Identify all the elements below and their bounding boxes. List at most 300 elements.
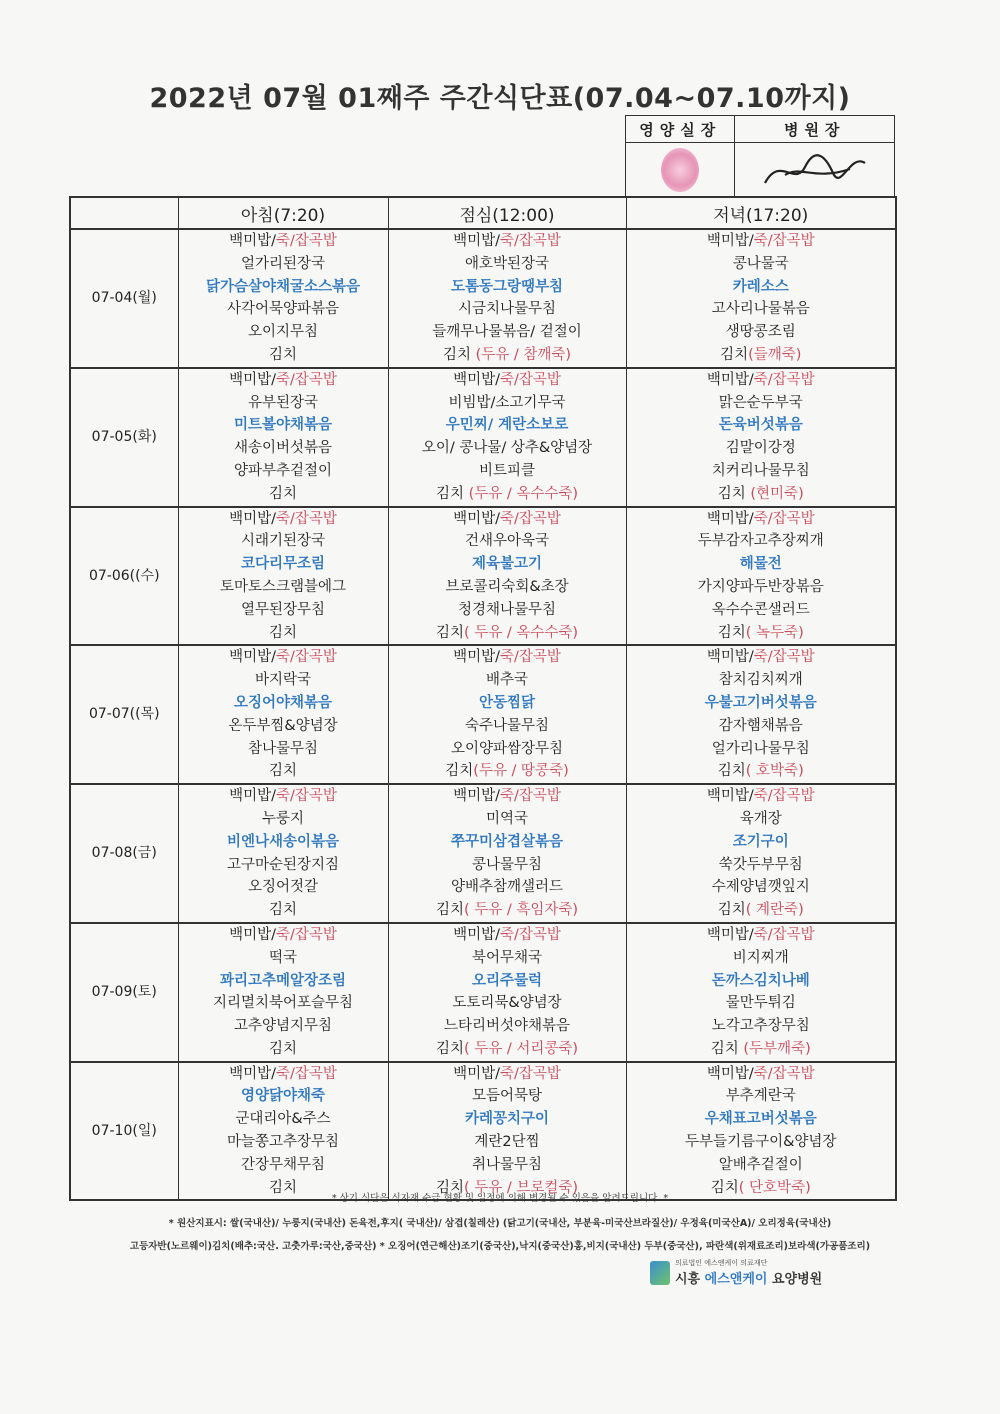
menu-item: ( 호박죽) [745, 763, 804, 780]
menu-cell-breakfast [178, 1038, 388, 1062]
menu-item: 김치 [435, 1179, 464, 1196]
menu-item: 죽/잡곡밥 [499, 1065, 561, 1082]
menu-item: 애호박된장국 [464, 255, 550, 272]
menu-cell-dinner [626, 414, 896, 437]
menu-item: 김치 [717, 624, 746, 641]
menu-cell-breakfast [178, 392, 388, 415]
menu-cell-dinner [626, 1108, 896, 1131]
menu-item: 백미밥/ [706, 788, 754, 805]
menu-row [70, 460, 896, 483]
menu-cell-lunch [388, 947, 626, 970]
menu-cell-lunch [388, 392, 626, 415]
menu-cell-lunch [388, 899, 626, 923]
menu-item: 오이지무침 [247, 324, 319, 341]
menu-cell-dinner [626, 1131, 896, 1154]
menu-cell-breakfast [178, 923, 388, 947]
menu-cell-lunch [388, 622, 626, 646]
menu-cell-dinner [626, 831, 896, 854]
menu-item: 제육불고기 [471, 556, 543, 573]
menu-item: 새송이버섯볶음 [233, 440, 333, 457]
menu-row [70, 392, 896, 415]
menu-item: 김치 [445, 763, 474, 780]
header-dinner: 저녁(17:20) [626, 197, 896, 229]
menu-item: 미역국 [485, 810, 529, 827]
menu-cell-breakfast [178, 669, 388, 692]
menu-item: 맑은순두부국 [718, 394, 803, 411]
logo-subtitle: 의료법인 에스앤케이 의료재단 [675, 1259, 768, 1267]
menu-row [70, 947, 896, 970]
menu-item: 시래기된장국 [240, 533, 326, 550]
menu-row [70, 344, 896, 368]
menu-item: ( 단호박죽) [738, 1179, 811, 1196]
menu-cell-lunch [388, 992, 626, 1015]
menu-item: 돈육버섯볶음 [718, 417, 803, 434]
menu-row [70, 692, 896, 715]
notice-change: * 상기 식단은 식자재 수급 현황 및 일정에 의해 변경될 수 있음을 알려드립니다. * [331, 1193, 669, 1204]
menu-item: 김치 [268, 485, 297, 502]
menu-cell-dinner [626, 808, 896, 831]
menu-item: 떡국 [268, 949, 297, 966]
menu-item: 백미밥/ [453, 510, 500, 527]
menu-item: 김치 [435, 1040, 464, 1057]
menu-item: 닭가슴살야채굴소스볶음 [205, 278, 361, 295]
menu-row [70, 229, 896, 253]
menu-item: 비트피클 [478, 462, 536, 479]
menu-row [70, 622, 896, 646]
menu-row [70, 923, 896, 947]
menu-cell-lunch [388, 321, 626, 344]
menu-item: 비빔밥/소고기무국 [448, 394, 566, 411]
menu-item: 고구마순된장지짐 [226, 856, 340, 873]
menu-item: 김치 [717, 485, 751, 502]
menu-cell-breakfast [178, 622, 388, 646]
menu-cell-breakfast [178, 992, 388, 1015]
menu-item: 해물전 [739, 556, 782, 573]
menu-item: 죽/잡곡밥 [275, 371, 337, 388]
menu-cell-dinner [626, 298, 896, 321]
menu-cell-dinner [626, 321, 896, 344]
menu-cell-breakfast [178, 507, 388, 531]
menu-item: 건새우아욱국 [464, 533, 550, 550]
menu-cell-lunch [388, 437, 626, 460]
menu-item: 백미밥/ [706, 649, 754, 666]
menu-cell-breakfast [178, 808, 388, 831]
menu-item: 양배추참깨샐러드 [450, 879, 564, 896]
menu-row [70, 876, 896, 899]
menu-cell-breakfast [178, 483, 388, 507]
menu-item: 치커리나물무침 [711, 462, 810, 479]
menu-cell-breakfast [178, 1085, 388, 1108]
menu-cell-breakfast [178, 344, 388, 368]
menu-item: 죽/잡곡밥 [275, 649, 337, 666]
menu-item: 백미밥/ [229, 926, 276, 943]
menu-cell-breakfast [178, 645, 388, 669]
menu-item: 김치 [710, 1040, 744, 1057]
menu-row [70, 899, 896, 923]
menu-item: 조기구이 [732, 833, 789, 850]
menu-item: 생땅콩조림 [725, 324, 796, 341]
menu-row [70, 854, 896, 877]
menu-row [70, 645, 896, 669]
menu-item: 얼가리나물무침 [711, 740, 810, 757]
menu-item: 백미밥/ [229, 371, 276, 388]
origin-notice-1: * 원산지표시: 쌀(국내산)/ 누룽지(국내산) 돈육전,후지( 국내산)/ 삼겹(칠레산) (닭고기(국내산, 부분육-미국산브라질산)/ 우정육(미국산A)/ 오리정육(국내산) [168, 1218, 832, 1229]
menu-item: 백미밥/ [706, 1065, 754, 1082]
menu-item: 얼가리된장국 [240, 255, 326, 272]
menu-item: 우불고기버섯볶음 [704, 694, 817, 711]
menu-item: ( 계란죽) [745, 902, 804, 919]
hospital-logo-icon [650, 1261, 670, 1285]
menu-item: 죽/잡곡밥 [753, 371, 815, 388]
logo-name-suffix: 요양병원 [767, 1272, 823, 1287]
menu-cell-lunch [388, 692, 626, 715]
menu-item: 김치 [717, 902, 746, 919]
menu-item: 백미밥/ [706, 510, 754, 527]
menu-item: 죽/잡곡밥 [275, 233, 337, 249]
menu-cell-lunch [388, 876, 626, 899]
menu-cell-dinner [626, 1085, 896, 1108]
menu-cell-breakfast [178, 229, 388, 253]
menu-item: 백미밥/ [229, 510, 276, 527]
menu-cell-lunch [388, 1038, 626, 1062]
menu-item: 육개장 [739, 810, 782, 827]
day-label: 07-08(금) [70, 784, 178, 923]
menu-row [70, 1062, 896, 1086]
menu-item: 간장무채무침 [240, 1156, 326, 1173]
menu-item: (들깨죽) [748, 346, 802, 363]
menu-item: ( 두유 / 서리콩죽) [463, 1040, 579, 1057]
menu-item: 감자햄채볶음 [718, 717, 803, 734]
menu-item: 김말이강정 [725, 440, 796, 457]
day-label: 07-05(화) [70, 368, 178, 507]
menu-item: 알배추겉절이 [718, 1156, 803, 1173]
menu-item: 김치 [268, 1179, 297, 1196]
menu-cell-breakfast [178, 831, 388, 854]
menu-item: 열무된장무침 [240, 601, 326, 618]
menu-cell-dinner [626, 692, 896, 715]
menu-cell-dinner [626, 437, 896, 460]
menu-cell-breakfast [178, 276, 388, 299]
menu-item: 백미밥/ [453, 1065, 500, 1082]
menu-item: 죽/잡곡밥 [499, 233, 561, 249]
menu-item: 백미밥/ [229, 233, 276, 249]
menu-cell-dinner [626, 344, 896, 368]
menu-cell-lunch [388, 276, 626, 299]
menu-row [70, 784, 896, 808]
menu-item: 군대리아&주스 [235, 1111, 331, 1128]
menu-cell-breakfast [178, 1108, 388, 1131]
menu-cell-lunch [388, 1154, 626, 1177]
menu-cell-breakfast [178, 899, 388, 923]
menu-cell-dinner [626, 876, 896, 899]
menu-item: 죽/잡곡밥 [753, 926, 815, 943]
menu-item: 수제양념깻잎지 [711, 879, 810, 896]
menu-item: 죽/잡곡밥 [499, 788, 561, 805]
approval-label-nutrition: 영양실장 [626, 116, 735, 143]
menu-cell-lunch [388, 483, 626, 507]
menu-item: 백미밥/ [453, 233, 500, 249]
menu-item: 죽/잡곡밥 [275, 788, 337, 805]
menu-row [70, 298, 896, 321]
menu-cell-lunch [388, 576, 626, 599]
menu-cell-lunch [388, 460, 626, 483]
menu-row [70, 253, 896, 276]
menu-item: 죽/잡곡밥 [275, 510, 337, 527]
menu-cell-dinner [626, 392, 896, 415]
menu-cell-lunch [388, 808, 626, 831]
menu-row [70, 276, 896, 299]
menu-row [70, 808, 896, 831]
menu-item: 유부된장국 [247, 394, 319, 411]
menu-item: 두부들기름구이&양념장 [685, 1134, 837, 1151]
menu-row [70, 414, 896, 437]
menu-cell-lunch [388, 599, 626, 622]
menu-item: 안동찜닭 [478, 694, 536, 711]
menu-cell-breakfast [178, 253, 388, 276]
menu-item: 백미밥/ [453, 371, 500, 388]
menu-cell-dinner [626, 760, 896, 784]
menu-cell-lunch [388, 715, 626, 738]
menu-item: 오리주물럭 [471, 972, 543, 989]
menu-cell-lunch [388, 1062, 626, 1086]
logo-name-accent: 에스앤케이 [704, 1272, 768, 1287]
menu-cell-dinner [626, 1015, 896, 1038]
menu-cell-dinner [626, 1154, 896, 1177]
menu-row [70, 483, 896, 507]
menu-item: 숙주나물무침 [464, 717, 550, 734]
menu-item: 돈까스김치나베 [711, 972, 810, 989]
header-breakfast: 아침(7:20) [178, 197, 388, 229]
menu-item: 우민찌/ 계란소보로 [445, 417, 569, 434]
menu-item: 노각고추장무침 [711, 1018, 810, 1035]
menu-cell-breakfast [178, 368, 388, 392]
menu-item: ( 두유 / 흑임자죽) [463, 902, 579, 919]
menu-item: 브로콜리숙회&초장 [445, 578, 569, 595]
menu-cell-breakfast [178, 738, 388, 761]
menu-item: 영양닭야채죽 [240, 1088, 326, 1105]
menu-item: 미트볼야채볶음 [233, 417, 333, 434]
menu-cell-breakfast [178, 1062, 388, 1086]
menu-cell-dinner [626, 1062, 896, 1086]
menu-item: 백미밥/ [229, 1065, 276, 1082]
menu-item: 죽/잡곡밥 [753, 649, 815, 666]
menu-cell-lunch [388, 738, 626, 761]
menu-item: (두부깨죽) [743, 1040, 811, 1057]
menu-cell-dinner [626, 460, 896, 483]
menu-cell-breakfast [178, 970, 388, 993]
menu-item: 오이/ 콩나물/ 상추&양념장 [421, 440, 593, 457]
menu-item: 참나물무침 [247, 740, 319, 757]
menu-cell-lunch [388, 344, 626, 368]
menu-cell-dinner [626, 276, 896, 299]
menu-item: 북어무채국 [471, 949, 543, 966]
menu-row [70, 831, 896, 854]
menu-row [70, 1015, 896, 1038]
menu-item: 백미밥/ [453, 649, 500, 666]
menu-item: 죽/잡곡밥 [753, 788, 815, 805]
menu-item: 죽/잡곡밥 [753, 510, 815, 527]
day-label: 07-10(일) [70, 1062, 178, 1201]
menu-item: 죽/잡곡밥 [499, 510, 561, 527]
menu-row [70, 1131, 896, 1154]
menu-item: 김치 [717, 763, 746, 780]
menu-cell-breakfast [178, 854, 388, 877]
menu-cell-lunch [388, 530, 626, 553]
menu-cell-lunch [388, 553, 626, 576]
menu-item: 카레꽁치구이 [464, 1111, 550, 1128]
menu-row [70, 970, 896, 993]
menu-cell-lunch [388, 253, 626, 276]
menu-cell-breakfast [178, 784, 388, 808]
menu-item: 콩나물국 [732, 255, 789, 272]
menu-item: 죽/잡곡밥 [499, 371, 561, 388]
menu-row [70, 530, 896, 553]
menu-item: 오이양파쌈장무침 [450, 740, 564, 757]
menu-cell-lunch [388, 298, 626, 321]
menu-cell-dinner [626, 899, 896, 923]
menu-item: 백미밥/ [706, 233, 754, 249]
menu-row [70, 553, 896, 576]
menu-item: 코다리무조림 [240, 556, 326, 573]
menu-item: 양파부추겉절이 [233, 462, 333, 479]
signature-icon [755, 145, 875, 195]
menu-item: 오징어젓갈 [247, 879, 319, 896]
menu-cell-breakfast [178, 1131, 388, 1154]
menu-cell-lunch [388, 229, 626, 253]
menu-item: 죽/잡곡밥 [499, 926, 561, 943]
menu-cell-lunch [388, 831, 626, 854]
menu-cell-lunch [388, 1131, 626, 1154]
menu-cell-breakfast [178, 321, 388, 344]
menu-cell-breakfast [178, 530, 388, 553]
menu-row [70, 576, 896, 599]
menu-row [70, 992, 896, 1015]
menu-cell-dinner [626, 622, 896, 646]
director-signature [735, 143, 895, 198]
approval-box [625, 115, 895, 198]
menu-cell-lunch [388, 970, 626, 993]
menu-cell-dinner [626, 715, 896, 738]
menu-cell-dinner [626, 507, 896, 531]
menu-cell-dinner [626, 854, 896, 877]
menu-item: 콩나물무침 [471, 856, 543, 873]
menu-cell-dinner [626, 253, 896, 276]
menu-item: 김치 [268, 1040, 297, 1057]
menu-item: 죽/잡곡밥 [753, 233, 815, 249]
menu-row [70, 738, 896, 761]
menu-item: 김치 [435, 485, 469, 502]
menu-item: 가지양파두반장볶음 [697, 578, 824, 595]
menu-cell-lunch [388, 923, 626, 947]
menu-item: 옥수수콘샐러드 [711, 601, 810, 618]
menu-row [70, 1085, 896, 1108]
menu-row [70, 507, 896, 531]
menu-cell-dinner [626, 645, 896, 669]
menu-item: 백미밥/ [453, 926, 500, 943]
menu-row [70, 321, 896, 344]
menu-item: 김치 [710, 1179, 739, 1196]
menu-cell-dinner [626, 599, 896, 622]
menu-row [70, 1108, 896, 1131]
menu-cell-breakfast [178, 760, 388, 784]
approval-label-director: 병원장 [735, 116, 895, 143]
menu-cell-dinner [626, 947, 896, 970]
nutrition-seal [626, 143, 735, 198]
menu-item: 김치 [720, 346, 749, 363]
menu-row [70, 437, 896, 460]
menu-cell-breakfast [178, 1154, 388, 1177]
menu-item: (현미죽) [750, 485, 804, 502]
menu-item: 물만두튀김 [725, 995, 796, 1012]
menu-row [70, 715, 896, 738]
menu-cell-breakfast [178, 1015, 388, 1038]
menu-item: 백미밥/ [229, 788, 276, 805]
menu-item: 고사리나물볶음 [711, 301, 810, 318]
page-title: 2022년 07월 01째주 주간식단표(07.04~07.10까지) [149, 83, 851, 114]
menu-item: (두유 / 땅콩죽) [473, 763, 569, 780]
menu-item: ( 녹두죽) [745, 624, 804, 641]
menu-item: 백미밥/ [229, 649, 276, 666]
menu-cell-breakfast [178, 553, 388, 576]
menu-item: 카레소스 [732, 278, 789, 295]
header-lunch: 점심(12:00) [388, 197, 626, 229]
menu-cell-lunch [388, 645, 626, 669]
menu-item: 김치 [268, 902, 297, 919]
menu-item: 백미밥/ [453, 788, 500, 805]
menu-cell-dinner [626, 229, 896, 253]
day-label: 07-04(월) [70, 229, 178, 368]
menu-cell-dinner [626, 1038, 896, 1062]
menu-cell-breakfast [178, 876, 388, 899]
menu-cell-breakfast [178, 460, 388, 483]
menu-cell-dinner [626, 669, 896, 692]
menu-cell-lunch [388, 760, 626, 784]
weekly-menu-table [69, 196, 897, 1201]
menu-cell-breakfast [178, 599, 388, 622]
logo-name [675, 1268, 822, 1287]
menu-cell-dinner [626, 970, 896, 993]
menu-cell-lunch [388, 1015, 626, 1038]
menu-item: (두유 / 옥수수죽) [468, 485, 579, 502]
menu-item: 죽/잡곡밥 [753, 1065, 815, 1082]
menu-cell-lunch [388, 1085, 626, 1108]
menu-cell-breakfast [178, 715, 388, 738]
logo-name-prefix: 시흥 [675, 1272, 705, 1287]
menu-cell-lunch [388, 414, 626, 437]
menu-item: 누룽지 [261, 810, 305, 827]
menu-cell-dinner [626, 530, 896, 553]
day-label: 07-06((수) [70, 507, 178, 646]
menu-cell-lunch [388, 669, 626, 692]
menu-row [70, 368, 896, 392]
menu-item: 김치 [442, 346, 476, 363]
menu-item: 비지찌개 [732, 949, 789, 966]
menu-cell-lunch [388, 854, 626, 877]
menu-cell-dinner [626, 923, 896, 947]
menu-item: 배추국 [485, 672, 529, 689]
menu-item: 느타리버섯야채볶음 [443, 1018, 571, 1035]
menu-item: 김치 [435, 624, 464, 641]
menu-item: 바지락국 [254, 672, 312, 689]
menu-cell-breakfast [178, 692, 388, 715]
menu-cell-lunch [388, 784, 626, 808]
menu-item: 참치김치찌개 [718, 672, 803, 689]
menu-cell-dinner [626, 784, 896, 808]
menu-item: 도톰동그랑땡부침 [450, 278, 564, 295]
menu-item: 우채표고버섯볶음 [704, 1111, 817, 1128]
menu-cell-dinner [626, 483, 896, 507]
menu-item: 온두부찜&양념장 [228, 717, 338, 734]
